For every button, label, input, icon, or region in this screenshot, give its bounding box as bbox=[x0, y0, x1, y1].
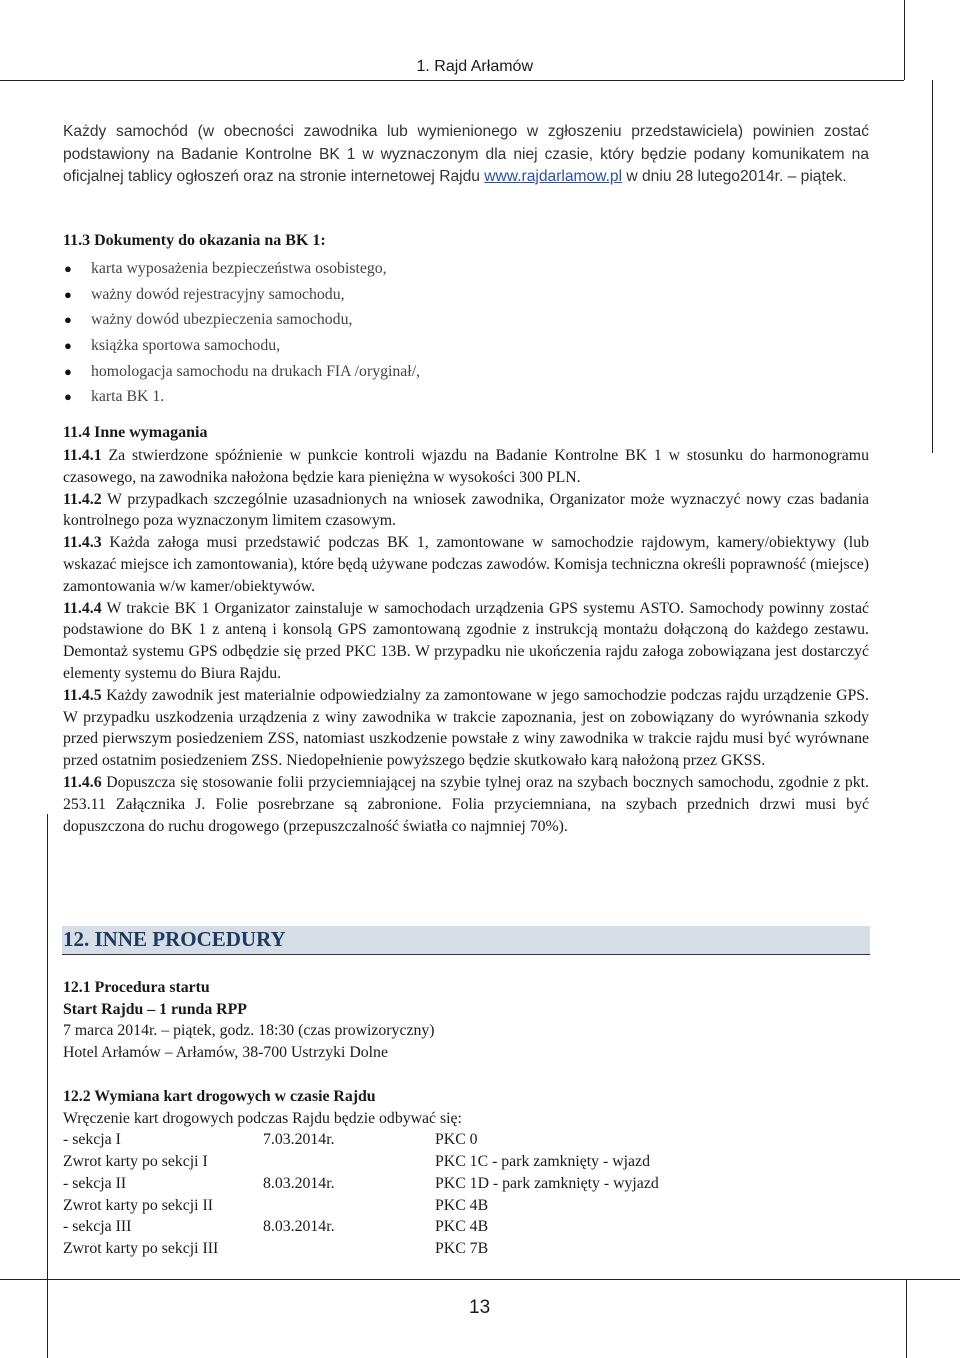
table-row bbox=[63, 1173, 659, 1195]
paragraph-11-4-2 bbox=[63, 489, 869, 533]
table-cell: PKC 4B bbox=[435, 1196, 489, 1214]
paragraph-11-4-5 bbox=[63, 685, 869, 772]
table-cell: - sekcja I bbox=[63, 1131, 121, 1149]
list-item bbox=[63, 359, 420, 385]
table-cell: 7.03.2014r. bbox=[263, 1131, 335, 1149]
page-number: 13 bbox=[469, 1297, 491, 1318]
list-item-text: ważny dowód rejestracyjny samochodu, bbox=[91, 285, 345, 303]
table-row bbox=[63, 1238, 659, 1260]
table-cell: - sekcja III bbox=[63, 1218, 132, 1236]
bullet-icon: ● bbox=[64, 389, 72, 405]
paragraph-number: 11.4.1 bbox=[63, 447, 102, 464]
card-exchange-table bbox=[63, 1129, 659, 1259]
frame-line-right bbox=[932, 80, 933, 453]
list-item bbox=[63, 282, 420, 308]
table-row bbox=[63, 1195, 659, 1217]
table-cell: Zwrot karty po sekcji II bbox=[63, 1196, 214, 1214]
header-rule bbox=[0, 80, 904, 81]
table-row bbox=[63, 1216, 659, 1238]
table-cell: PKC 0 bbox=[435, 1131, 478, 1149]
documents-list bbox=[63, 256, 420, 410]
table-cell: Zwrot karty po sekcji III bbox=[63, 1239, 219, 1257]
list-item bbox=[63, 256, 420, 282]
table-cell: 8.03.2014r. bbox=[263, 1218, 335, 1236]
paragraph-11-4-3 bbox=[63, 532, 869, 597]
bullet-icon: ● bbox=[64, 286, 72, 302]
paragraph-11-4-6 bbox=[63, 772, 869, 837]
section-12-2-intro: Wręczenie kart drogowych podczas Rajdu będzie odbywać się: bbox=[63, 1109, 462, 1127]
table-cell: PKC 4B bbox=[435, 1218, 489, 1236]
paragraph-11-4-1 bbox=[63, 445, 869, 489]
section-11-3-heading: 11.3 Dokumenty do okazania na BK 1: bbox=[63, 232, 326, 249]
paragraph-text: Każdy zawodnik jest materialnie odpowiedzialny za zamontowane w jego samochodzie podczas rajdu urządzenie GPS. W przypadku uszkodzenia urządzenia z winy zawodnika w trakcie zapoznania, jest on zobowiązany do wyrównania szkody przed pierwszym posiedzeniem ZSS, natomiast uszkodzenie powstałe z winy zawodnika w trakcie rajdu musi być wyrównane przed ostatnim posiedzeniem ZSS. Niedopełnienie powyższego będzie skutkowało karą nałożoną przez GKSS. bbox=[63, 686, 869, 770]
website-link[interactable]: www.rajdarlamow.pl bbox=[484, 168, 623, 185]
paragraph-text: W trakcie BK 1 Organizator zainstaluje w samochodach urządzenia GPS systemu ASTO. Samochody powinny zostać podstawione do BK 1 z anteną i konsolą GPS zamontowaną zgodnie z instrukcją montażu dołączoną do każdego zestawu. Demontaż systemu GPS odbędzie się przed PKC 13B. W przypadku nie ukończenia rajdu załoga zobowiązana jest dostarczyć elementy systemu do Biura Rajdu. bbox=[63, 599, 869, 682]
paragraph-number: 11.4.2 bbox=[63, 490, 102, 508]
table-cell bbox=[263, 1151, 435, 1173]
frame-line-bottom-right bbox=[906, 1279, 907, 1358]
footer-rule bbox=[0, 1279, 960, 1280]
paragraph-text: W przypadkach szczególnie uzasadnionych na wniosek zawodnika, Organizator może wyznaczyć nowy czas badania kontrolnego poza wyznaczonym limitem czasowym. bbox=[63, 490, 869, 530]
section-12-2 bbox=[63, 1086, 659, 1260]
table-cell: - sekcja II bbox=[63, 1174, 127, 1192]
bullet-icon: ● bbox=[64, 261, 72, 276]
list-item-text: karta BK 1. bbox=[91, 388, 165, 406]
list-item-text: ważny dowód ubezpieczenia samochodu, bbox=[91, 311, 353, 329]
table-cell: PKC 1C - park zamknięty - wjazd bbox=[435, 1153, 650, 1171]
paragraph-11-4-4 bbox=[63, 598, 869, 685]
table-cell: 8.03.2014r. bbox=[263, 1174, 335, 1192]
table-row bbox=[63, 1151, 659, 1173]
section-12-2-heading: 12.2 Wymiana kart drogowych w czasie Rajdu bbox=[63, 1088, 376, 1105]
list-item bbox=[63, 384, 420, 410]
list-item bbox=[63, 307, 420, 333]
page-header-title: 1. Rajd Arłamów bbox=[416, 58, 533, 75]
paragraph-text: Każda załoga musi przedstawić podczas BK 1, zamontowane w samochodzie rajdowym, kamery/obiektywy (lub wskazać miejsce ich zamontowania), które będą używane podczas zawodów. Komisja techniczna określi poprawność (miejsce) zamontowania w/w kamer/obiektywów. bbox=[63, 534, 869, 595]
intro-text-end: w dniu 28 lutego2014r. – piątek. bbox=[622, 168, 847, 185]
table-cell: PKC 7B bbox=[435, 1239, 489, 1257]
frame-line-top-right bbox=[904, 0, 905, 80]
paragraph-text: Za stwierdzone spóźnienie w punkcie kontroli wjazdu na Badanie Kontrolne BK 1 w stosunku do harmonogramu czasowego, na zawodnika nałożona będzie kara pieniężna w wysokości 300 PLN. bbox=[63, 447, 869, 486]
start-place: Hotel Arłamów – Arłamów, 38-700 Ustrzyki Dolne bbox=[63, 1044, 388, 1062]
table-cell: Zwrot karty po sekcji I bbox=[63, 1153, 208, 1171]
list-item-text: karta wyposażenia bezpieczeństwa osobistego, bbox=[91, 260, 387, 277]
table-row bbox=[63, 1129, 659, 1151]
bullet-icon: ● bbox=[64, 363, 72, 379]
table-cell: PKC 1D - park zamknięty - wyjazd bbox=[435, 1174, 659, 1192]
paragraph-number: 11.4.5 bbox=[63, 686, 102, 704]
paragraph-text: Dopuszcza się stosowanie folii przyciemniającej na szybie tylnej oraz na szybach bocznych samochodu, zgodnie z pkt. 253.11 Załącznika J. Folie posrebrzane są zabronione. Folia przyciemniana, na szybach przednich drzwi musi być dopuszczona do ruchu drogowego (przepuszczalność światła co najmniej 70%). bbox=[63, 773, 869, 835]
list-item bbox=[63, 333, 420, 359]
paragraph-number: 11.4.6 bbox=[63, 773, 102, 791]
section-11-4-body bbox=[63, 445, 869, 837]
list-item-text: homologacja samochodu na drukach FIA /oryginał/, bbox=[91, 362, 421, 380]
section-11-4-heading: 11.4 Inne wymagania bbox=[63, 424, 208, 441]
section-12-1-heading: 12.1 Procedura startu bbox=[63, 979, 210, 996]
list-item-text: książka sportowa samochodu, bbox=[91, 337, 281, 355]
table-cell bbox=[263, 1238, 435, 1260]
paragraph-number: 11.4.4 bbox=[63, 599, 102, 617]
paragraph-number: 11.4.3 bbox=[63, 534, 102, 552]
frame-line-left bbox=[47, 814, 48, 1358]
table-cell bbox=[263, 1195, 435, 1217]
intro-text: Każdy samochód (w obecności zawodnika lub wymienionego w zgłoszeniu przedstawiciela) powinien zostać podstawiony na Badanie Kontrolne BK 1 w wyznaczonym dla niej czasie, który będzie podany komunikatem na oficjalnej tablicy ogłoszeń oraz na stronie internetowej Rajdu bbox=[63, 123, 869, 185]
intro-paragraph bbox=[63, 121, 869, 189]
section-12-1 bbox=[63, 977, 435, 1064]
bullet-icon: ● bbox=[64, 312, 72, 328]
bullet-icon: ● bbox=[64, 338, 72, 354]
start-date: 7 marca 2014r. – piątek, godz. 18:30 (czas prowizoryczny) bbox=[63, 1022, 435, 1040]
start-subtitle: Start Rajdu – 1 runda RPP bbox=[63, 1000, 247, 1018]
section-12-heading: 12. INNE PROCEDURY bbox=[62, 926, 870, 955]
